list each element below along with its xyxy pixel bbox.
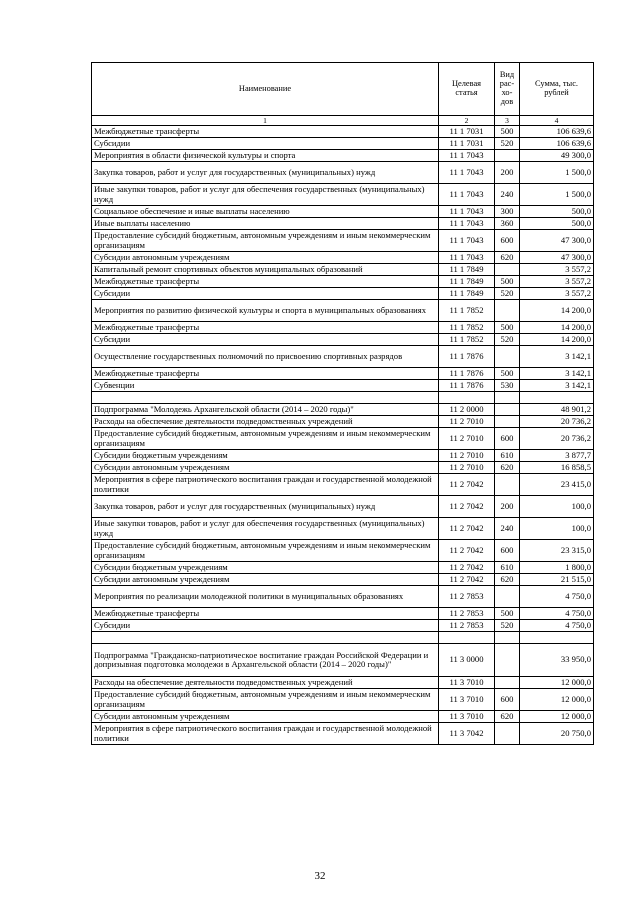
row-expense-type-cell: 500 bbox=[495, 276, 520, 288]
row-expense-type-cell: 620 bbox=[495, 574, 520, 586]
row-expense-type-cell: 500 bbox=[495, 322, 520, 334]
row-name-cell: Межбюджетные трансферты bbox=[92, 126, 439, 138]
row-target-article-cell: 11 1 7849 bbox=[439, 264, 495, 276]
table-row bbox=[92, 184, 594, 206]
row-name-cell: Расходы на обеспечение деятельности подведомственных учреждений bbox=[92, 677, 439, 689]
row-expense-type-cell: 600 bbox=[495, 540, 520, 562]
row-expense-type-cell: 520 bbox=[495, 138, 520, 150]
row-name-cell bbox=[92, 392, 439, 404]
row-target-article-cell: 11 1 7043 bbox=[439, 206, 495, 218]
table-row bbox=[92, 540, 594, 562]
table-row bbox=[92, 462, 594, 474]
row-name-cell: Осуществление государственных полномочий по присвоению спортивных разрядов bbox=[92, 346, 439, 368]
row-name-cell: Закупка товаров, работ и услуг для государственных (муниципальных) нужд bbox=[92, 496, 439, 518]
row-name-cell: Иные закупки товаров, работ и услуг для обеспечения государственных (муниципальных) нужд bbox=[92, 184, 439, 206]
row-amount-cell: 49 300,0 bbox=[520, 150, 594, 162]
row-amount-cell: 23 315,0 bbox=[520, 540, 594, 562]
row-expense-type-cell: 240 bbox=[495, 518, 520, 540]
row-amount-cell: 3 877,7 bbox=[520, 450, 594, 462]
row-target-article-cell: 11 3 7010 bbox=[439, 689, 495, 711]
row-expense-type-cell bbox=[495, 644, 520, 677]
row-amount-cell: 100,0 bbox=[520, 518, 594, 540]
column-number: 4 bbox=[520, 116, 594, 126]
table-row bbox=[92, 230, 594, 252]
row-amount-cell: 12 000,0 bbox=[520, 677, 594, 689]
row-expense-type-cell bbox=[495, 632, 520, 644]
page-number: 32 bbox=[314, 870, 326, 882]
row-expense-type-cell: 500 bbox=[495, 126, 520, 138]
row-target-article-cell: 11 2 7010 bbox=[439, 462, 495, 474]
header-amount: Сумма, тыс. рублей bbox=[520, 63, 594, 116]
row-amount-cell: 106 639,6 bbox=[520, 126, 594, 138]
table-row bbox=[92, 126, 594, 138]
row-name-cell: Иные выплаты населению bbox=[92, 218, 439, 230]
table-row bbox=[92, 252, 594, 264]
row-name-cell: Социальное обеспечение и иные выплаты населению bbox=[92, 206, 439, 218]
column-number: 3 bbox=[495, 116, 520, 126]
row-target-article-cell: 11 2 7853 bbox=[439, 586, 495, 608]
row-target-article-cell: 11 2 7853 bbox=[439, 608, 495, 620]
row-amount-cell: 3 557,2 bbox=[520, 288, 594, 300]
row-amount-cell bbox=[520, 632, 594, 644]
row-amount-cell: 500,0 bbox=[520, 218, 594, 230]
row-name-cell: Субсидии bbox=[92, 620, 439, 632]
row-amount-cell: 48 901,2 bbox=[520, 404, 594, 416]
row-amount-cell: 23 415,0 bbox=[520, 474, 594, 496]
row-target-article-cell: 11 3 0000 bbox=[439, 644, 495, 677]
row-amount-cell: 3 142,1 bbox=[520, 368, 594, 380]
table-header-row bbox=[92, 63, 594, 116]
row-amount-cell: 20 736,2 bbox=[520, 416, 594, 428]
row-amount-cell: 14 200,0 bbox=[520, 322, 594, 334]
row-name-cell: Субсидии bbox=[92, 288, 439, 300]
row-expense-type-cell bbox=[495, 392, 520, 404]
row-amount-cell: 100,0 bbox=[520, 496, 594, 518]
table-row bbox=[92, 206, 594, 218]
row-expense-type-cell: 610 bbox=[495, 562, 520, 574]
row-name-cell: Субсидии bbox=[92, 334, 439, 346]
row-name-cell: Субсидии автономным учреждениям bbox=[92, 711, 439, 723]
table-row bbox=[92, 162, 594, 184]
column-number: 2 bbox=[439, 116, 495, 126]
row-expense-type-cell bbox=[495, 150, 520, 162]
row-amount-cell: 3 557,2 bbox=[520, 276, 594, 288]
row-expense-type-cell: 620 bbox=[495, 462, 520, 474]
row-name-cell: Предоставление субсидий бюджетным, автономным учреждениям и иным некоммерческим организациям bbox=[92, 540, 439, 562]
row-name-cell: Мероприятия по развитию физической культуры и спорта в муниципальных образованиях bbox=[92, 300, 439, 322]
row-expense-type-cell bbox=[495, 264, 520, 276]
row-target-article-cell: 11 2 7042 bbox=[439, 518, 495, 540]
table-row bbox=[92, 689, 594, 711]
row-name-cell: Межбюджетные трансферты bbox=[92, 276, 439, 288]
row-amount-cell: 3 142,1 bbox=[520, 346, 594, 368]
row-amount-cell: 20 736,2 bbox=[520, 428, 594, 450]
table-row bbox=[92, 428, 594, 450]
row-name-cell: Предоставление субсидий бюджетным, автономным учреждениям и иным некоммерческим организациям bbox=[92, 428, 439, 450]
table-row bbox=[92, 586, 594, 608]
row-amount-cell: 106 639,6 bbox=[520, 138, 594, 150]
budget-table bbox=[91, 62, 594, 745]
table-row bbox=[92, 677, 594, 689]
row-amount-cell: 47 300,0 bbox=[520, 230, 594, 252]
row-target-article-cell: 11 1 7043 bbox=[439, 184, 495, 206]
row-name-cell: Закупка товаров, работ и услуг для государственных (муниципальных) нужд bbox=[92, 162, 439, 184]
row-name-cell: Субсидии автономным учреждениям bbox=[92, 252, 439, 264]
row-target-article-cell: 11 1 7852 bbox=[439, 300, 495, 322]
row-expense-type-cell: 520 bbox=[495, 288, 520, 300]
header-target-article: Целевая статья bbox=[439, 63, 495, 116]
row-target-article-cell: 11 2 7010 bbox=[439, 416, 495, 428]
row-expense-type-cell bbox=[495, 474, 520, 496]
row-name-cell: Межбюджетные трансферты bbox=[92, 368, 439, 380]
row-target-article-cell: 11 1 7043 bbox=[439, 218, 495, 230]
row-expense-type-cell: 530 bbox=[495, 380, 520, 392]
row-expense-type-cell: 360 bbox=[495, 218, 520, 230]
row-expense-type-cell: 600 bbox=[495, 230, 520, 252]
table-row bbox=[92, 264, 594, 276]
header-expense-type: Вид рас- хо- дов bbox=[495, 63, 520, 116]
row-target-article-cell: 11 2 7042 bbox=[439, 474, 495, 496]
row-target-article-cell: 11 2 0000 bbox=[439, 404, 495, 416]
row-amount-cell: 14 200,0 bbox=[520, 334, 594, 346]
row-name-cell: Предоставление субсидий бюджетным, автономным учреждениям и иным некоммерческим организациям bbox=[92, 230, 439, 252]
row-expense-type-cell: 520 bbox=[495, 620, 520, 632]
row-amount-cell: 1 800,0 bbox=[520, 562, 594, 574]
table-row bbox=[92, 518, 594, 540]
row-target-article-cell: 11 1 7849 bbox=[439, 288, 495, 300]
table-row bbox=[92, 346, 594, 368]
table-row bbox=[92, 276, 594, 288]
row-amount-cell: 1 500,0 bbox=[520, 184, 594, 206]
subprogram-row bbox=[92, 404, 594, 416]
table-row bbox=[92, 300, 594, 322]
row-amount-cell: 3 557,2 bbox=[520, 264, 594, 276]
row-expense-type-cell: 200 bbox=[495, 162, 520, 184]
table-row bbox=[92, 380, 594, 392]
table-row bbox=[92, 138, 594, 150]
spacer-row bbox=[92, 392, 594, 404]
row-name-cell: Субсидии автономным учреждениям bbox=[92, 574, 439, 586]
row-amount-cell: 47 300,0 bbox=[520, 252, 594, 264]
row-expense-type-cell: 600 bbox=[495, 689, 520, 711]
column-number-row bbox=[92, 116, 594, 126]
row-expense-type-cell: 620 bbox=[495, 711, 520, 723]
table-row bbox=[92, 334, 594, 346]
table-row bbox=[92, 150, 594, 162]
row-target-article-cell: 11 1 7852 bbox=[439, 334, 495, 346]
subprogram-row bbox=[92, 644, 594, 677]
row-name-cell: Субсидии бюджетным учреждениям bbox=[92, 450, 439, 462]
row-name-cell: Иные закупки товаров, работ и услуг для обеспечения государственных (муниципальных) нужд bbox=[92, 518, 439, 540]
row-name-cell: Подпрограмма "Молодежь Архангельской области (2014 – 2020 годы)" bbox=[92, 404, 439, 416]
table-row bbox=[92, 474, 594, 496]
row-expense-type-cell: 300 bbox=[495, 206, 520, 218]
row-expense-type-cell: 500 bbox=[495, 368, 520, 380]
row-name-cell: Мероприятия в области физической культуры и спорта bbox=[92, 150, 439, 162]
row-amount-cell: 4 750,0 bbox=[520, 608, 594, 620]
row-target-article-cell: 11 2 7042 bbox=[439, 496, 495, 518]
row-amount-cell: 3 142,1 bbox=[520, 380, 594, 392]
row-target-article-cell: 11 1 7031 bbox=[439, 138, 495, 150]
row-amount-cell: 4 750,0 bbox=[520, 620, 594, 632]
table-row bbox=[92, 450, 594, 462]
header-name: Наименование bbox=[92, 63, 439, 116]
row-target-article-cell: 11 1 7849 bbox=[439, 276, 495, 288]
table-body bbox=[92, 126, 594, 745]
row-expense-type-cell: 240 bbox=[495, 184, 520, 206]
row-target-article-cell: 11 1 7043 bbox=[439, 230, 495, 252]
row-name-cell: Расходы на обеспечение деятельности подведомственных учреждений bbox=[92, 416, 439, 428]
row-expense-type-cell bbox=[495, 346, 520, 368]
row-target-article-cell: 11 3 7042 bbox=[439, 723, 495, 745]
row-expense-type-cell bbox=[495, 586, 520, 608]
row-expense-type-cell bbox=[495, 404, 520, 416]
row-amount-cell bbox=[520, 392, 594, 404]
row-name-cell: Субсидии bbox=[92, 138, 439, 150]
row-target-article-cell: 11 2 7042 bbox=[439, 540, 495, 562]
row-expense-type-cell bbox=[495, 723, 520, 745]
table-row bbox=[92, 288, 594, 300]
table-row bbox=[92, 368, 594, 380]
row-target-article-cell: 11 1 7043 bbox=[439, 162, 495, 184]
row-target-article-cell: 11 1 7876 bbox=[439, 346, 495, 368]
row-target-article-cell: 11 3 7010 bbox=[439, 677, 495, 689]
row-name-cell: Мероприятия в сфере патриотического воспитания граждан и государственной молодежной политики bbox=[92, 474, 439, 496]
row-amount-cell: 33 950,0 bbox=[520, 644, 594, 677]
table-row bbox=[92, 562, 594, 574]
table-row bbox=[92, 711, 594, 723]
row-name-cell: Предоставление субсидий бюджетным, автономным учреждениям и иным некоммерческим организациям bbox=[92, 689, 439, 711]
row-target-article-cell: 11 1 7876 bbox=[439, 368, 495, 380]
table-row bbox=[92, 322, 594, 334]
row-expense-type-cell: 600 bbox=[495, 428, 520, 450]
row-amount-cell: 500,0 bbox=[520, 206, 594, 218]
table-row bbox=[92, 218, 594, 230]
spacer-row bbox=[92, 632, 594, 644]
row-expense-type-cell: 610 bbox=[495, 450, 520, 462]
row-name-cell: Субсидии автономным учреждениям bbox=[92, 462, 439, 474]
table-row bbox=[92, 496, 594, 518]
row-amount-cell: 12 000,0 bbox=[520, 711, 594, 723]
row-target-article-cell: 11 2 7010 bbox=[439, 428, 495, 450]
row-target-article-cell: 11 2 7042 bbox=[439, 574, 495, 586]
row-target-article-cell bbox=[439, 392, 495, 404]
row-expense-type-cell: 520 bbox=[495, 334, 520, 346]
row-name-cell bbox=[92, 632, 439, 644]
row-target-article-cell: 11 1 7031 bbox=[439, 126, 495, 138]
row-target-article-cell: 11 1 7043 bbox=[439, 150, 495, 162]
column-number: 1 bbox=[92, 116, 439, 126]
row-name-cell: Межбюджетные трансферты bbox=[92, 608, 439, 620]
row-target-article-cell: 11 2 7010 bbox=[439, 450, 495, 462]
row-name-cell: Подпрограмма "Гражданско-патриотическое воспитание граждан Российской Федерации и допризывная подготовка молодежи в Архангельской области (2014 – 2020 годы)" bbox=[92, 644, 439, 677]
row-name-cell: Мероприятия в сфере патриотического воспитания граждан и государственной молодежной политики bbox=[92, 723, 439, 745]
row-expense-type-cell bbox=[495, 300, 520, 322]
row-amount-cell: 21 515,0 bbox=[520, 574, 594, 586]
row-expense-type-cell bbox=[495, 677, 520, 689]
table-row bbox=[92, 723, 594, 745]
row-target-article-cell bbox=[439, 632, 495, 644]
row-target-article-cell: 11 1 7043 bbox=[439, 252, 495, 264]
row-amount-cell: 12 000,0 bbox=[520, 689, 594, 711]
row-amount-cell: 1 500,0 bbox=[520, 162, 594, 184]
row-target-article-cell: 11 1 7852 bbox=[439, 322, 495, 334]
row-amount-cell: 16 858,5 bbox=[520, 462, 594, 474]
row-name-cell: Межбюджетные трансферты bbox=[92, 322, 439, 334]
row-amount-cell: 20 750,0 bbox=[520, 723, 594, 745]
row-name-cell: Субсидии бюджетным учреждениям bbox=[92, 562, 439, 574]
row-target-article-cell: 11 2 7042 bbox=[439, 562, 495, 574]
table-row bbox=[92, 608, 594, 620]
row-expense-type-cell: 500 bbox=[495, 608, 520, 620]
row-amount-cell: 4 750,0 bbox=[520, 586, 594, 608]
row-expense-type-cell: 200 bbox=[495, 496, 520, 518]
table-row bbox=[92, 574, 594, 586]
row-name-cell: Капитальный ремонт спортивных объектов муниципальных образований bbox=[92, 264, 439, 276]
row-amount-cell: 14 200,0 bbox=[520, 300, 594, 322]
row-target-article-cell: 11 1 7876 bbox=[439, 380, 495, 392]
row-target-article-cell: 11 3 7010 bbox=[439, 711, 495, 723]
row-expense-type-cell: 620 bbox=[495, 252, 520, 264]
row-name-cell: Мероприятия по реализации молодежной политики в муниципальных образованиях bbox=[92, 586, 439, 608]
table-row bbox=[92, 620, 594, 632]
row-name-cell: Субвенции bbox=[92, 380, 439, 392]
table-row bbox=[92, 416, 594, 428]
row-target-article-cell: 11 2 7853 bbox=[439, 620, 495, 632]
row-expense-type-cell bbox=[495, 416, 520, 428]
